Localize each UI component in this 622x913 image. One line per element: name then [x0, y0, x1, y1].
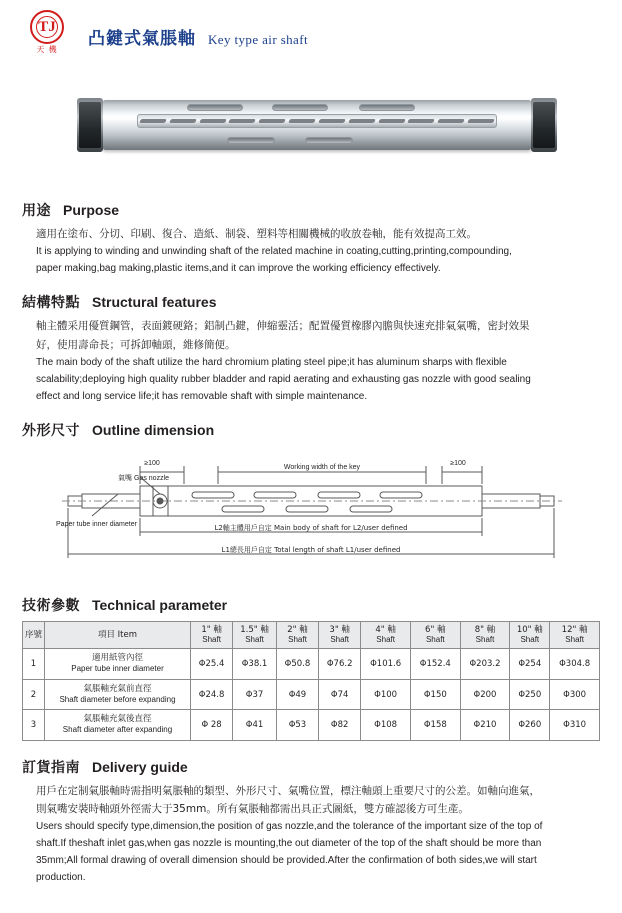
section-heading-technical	[22, 595, 600, 615]
cell-value: Φ260	[510, 710, 550, 740]
table-row	[23, 679, 600, 709]
section-heading-purpose	[22, 200, 600, 220]
cell-item: 氣脹軸充氣後直徑 Shaft diameter after expanding	[45, 710, 191, 740]
cell-value: Φ210	[460, 710, 510, 740]
delivery-body-cn-2: 則氣嘴安裝時軸頭外徑需大于35mm。所有氣脹軸都需出具正式圖紙，雙方確認後方可生產。	[36, 803, 469, 815]
shaft-slot	[227, 137, 275, 144]
heading-cn: 外形尺寸	[22, 422, 80, 439]
dim-gap-right: ≥100	[450, 459, 466, 467]
page-header	[22, 0, 600, 60]
table-row	[23, 710, 600, 740]
logo-monogram: TJ	[38, 18, 56, 35]
company-logo	[26, 10, 74, 58]
shaft-slot	[187, 104, 243, 111]
th-shaft-3: 3" 軸 Shaft	[319, 621, 361, 649]
cell-index: 2	[23, 679, 45, 709]
page-footer-spacer	[22, 887, 600, 895]
cell-value: Φ203.2	[460, 649, 510, 679]
cell-value: Φ24.8	[191, 679, 233, 709]
heading-cn: 技術參數	[22, 597, 80, 614]
cell-value: Φ49	[276, 679, 318, 709]
heading-en: Delivery guide	[92, 758, 188, 775]
th-item: 項目 Item	[45, 621, 191, 649]
section-heading-delivery	[22, 757, 600, 777]
th-shaft-12: 12" 軸 Shaft	[550, 621, 600, 649]
cell-value: Φ100	[361, 679, 411, 709]
cell-item: 氣脹軸充氣前直徑 Shaft diameter before expanding	[45, 679, 191, 709]
label-paper-tube: Paper tube inner diameter	[56, 520, 137, 528]
cell-index: 3	[23, 710, 45, 740]
th-shaft-10: 10" 軸 Shaft	[510, 621, 550, 649]
heading-cn: 用途	[22, 203, 51, 219]
cell-value: Φ250	[510, 679, 550, 709]
dim-l2: L2軸主體用戶自定 Main body of shaft for L2/user defined	[214, 523, 408, 532]
shaft-slot	[359, 104, 415, 111]
shaft-end-cap-left	[77, 98, 103, 152]
section-heading-structural	[22, 292, 600, 312]
purpose-body-cn: 適用在塗布、分切、印刷、復合、造紙、制袋、塑料等相關機械的收放卷軸，能有效提高工效。	[36, 228, 477, 240]
heading-cn: 結構特點	[22, 295, 80, 312]
purpose-body-en-1: It is applying to winding and unwinding shaft of the related machine in coating,cutting,printing,compounding,	[36, 246, 512, 258]
cell-index: 1	[23, 649, 45, 679]
structural-body-cn-2: 好，使用壽命長；可拆卸軸頭，維修簡便。	[36, 338, 236, 351]
shaft-slot	[272, 104, 328, 111]
structural-body-en-1: The main body of the shaft utilize the hard chromium plating steel pipe;it has aluminum sharps with flexible	[36, 356, 507, 368]
cell-value: Φ 28	[191, 710, 233, 740]
page-title-cn: 凸鍵式氣脹軸	[88, 29, 196, 49]
heading-en: Purpose	[63, 202, 120, 218]
cell-value: Φ76.2	[319, 649, 361, 679]
th-shaft-1-5: 1.5" 軸 Shaft	[233, 621, 277, 649]
cell-value: Φ152.4	[410, 649, 460, 679]
dim-gap-left: ≥100	[144, 459, 160, 467]
cell-item: 適用紙管內徑 Paper tube inner diameter	[45, 649, 191, 679]
shaft-end-cap-right	[531, 98, 557, 152]
th-shaft-4: 4" 軸 Shaft	[361, 621, 411, 649]
logo-company-name-cn: 天 機	[36, 45, 58, 54]
structural-body-cn-1: 軸主體采用優質鋼管，表面鍍硬鉻；鋁制凸鍵，伸縮靈活；配置優質橡膠內膽與快速充排氣氣嘴，密封效果	[36, 320, 530, 333]
table-header-row	[23, 621, 600, 649]
cell-value: Φ200	[460, 679, 510, 709]
dim-l1: L1總長用戶自定 Total length of shaft L1/user defined	[221, 545, 401, 554]
dim-working-width: Working width of the key	[283, 463, 361, 471]
cell-value: Φ53	[276, 710, 318, 740]
label-gas-nozzle-en: Gas nozzle	[134, 474, 170, 482]
heading-en: Technical parameter	[92, 596, 228, 613]
label-gas-nozzle-cn: 氣嘴	[118, 473, 132, 482]
product-photo	[22, 66, 600, 184]
cell-value: Φ25.4	[191, 649, 233, 679]
th-shaft-6: 6" 軸 Shaft	[410, 621, 460, 649]
cell-value: Φ37	[233, 679, 277, 709]
delivery-body-en-2: shaft.If theshaft inlet gas,when gas nozzle is mounting,the out diameter of the top of the shaft should be more than	[36, 838, 542, 850]
purpose-body-en-2: paper making,bag making,plastic items,and it can improve the working efficiency effectively.	[36, 263, 441, 275]
cell-value: Φ254	[510, 649, 550, 679]
page-title-en: Key type air shaft	[208, 32, 308, 47]
cell-value: Φ82	[319, 710, 361, 740]
cell-value: Φ150	[410, 679, 460, 709]
th-shaft-1: 1" 軸 Shaft	[191, 621, 233, 649]
key-strip	[137, 114, 497, 128]
cell-value: Φ300	[550, 679, 600, 709]
technical-parameter-table	[22, 621, 600, 741]
cell-value: Φ41	[233, 710, 277, 740]
th-shaft-2: 2" 軸 Shaft	[276, 621, 318, 649]
cell-value: Φ101.6	[361, 649, 411, 679]
title-block	[88, 10, 308, 49]
cell-value: Φ38.1	[233, 649, 277, 679]
cell-value: Φ50.8	[276, 649, 318, 679]
cell-value: Φ158	[410, 710, 460, 740]
cell-value: Φ310	[550, 710, 600, 740]
heading-en: Outline dimension	[92, 421, 215, 438]
outline-dimension-drawing	[22, 450, 600, 570]
cell-value: Φ74	[319, 679, 361, 709]
th-shaft-8: 8" 軸 Shaft	[460, 621, 510, 649]
th-index: 序號	[23, 621, 45, 649]
shaft-illustration	[77, 90, 557, 160]
section-heading-outline	[22, 420, 600, 440]
structural-body-en-2: scalability;deploying high quality rubber bladder and rapid aerating and exhausting gas nozzle with good sealing	[36, 373, 531, 385]
delivery-body-cn-1: 用戶在定制氣脹軸時需指明氣脹軸的類型、外形尺寸、氣嘴位置，標注軸頭上重要尺寸的公差。如軸向進氣，	[36, 784, 540, 797]
delivery-body-en-3: 35mm;All formal drawing of overall dimension should be provided.After the confirmation of both sides,we will start	[36, 855, 537, 867]
delivery-body-en-4: production.	[36, 872, 86, 884]
cell-value: Φ108	[361, 710, 411, 740]
heading-cn: 訂貨指南	[22, 759, 80, 776]
table-row	[23, 649, 600, 679]
shaft-slot	[305, 137, 353, 144]
cell-value: Φ304.8	[550, 649, 600, 679]
heading-en: Structural features	[92, 294, 217, 311]
delivery-body-en-1: Users should specify type,dimension,the position of gas nozzle,and the tolerance of the important size of the top of	[36, 821, 543, 833]
structural-body-en-3: effect and long service life;it has removable shaft with simple maintenance.	[36, 390, 368, 402]
